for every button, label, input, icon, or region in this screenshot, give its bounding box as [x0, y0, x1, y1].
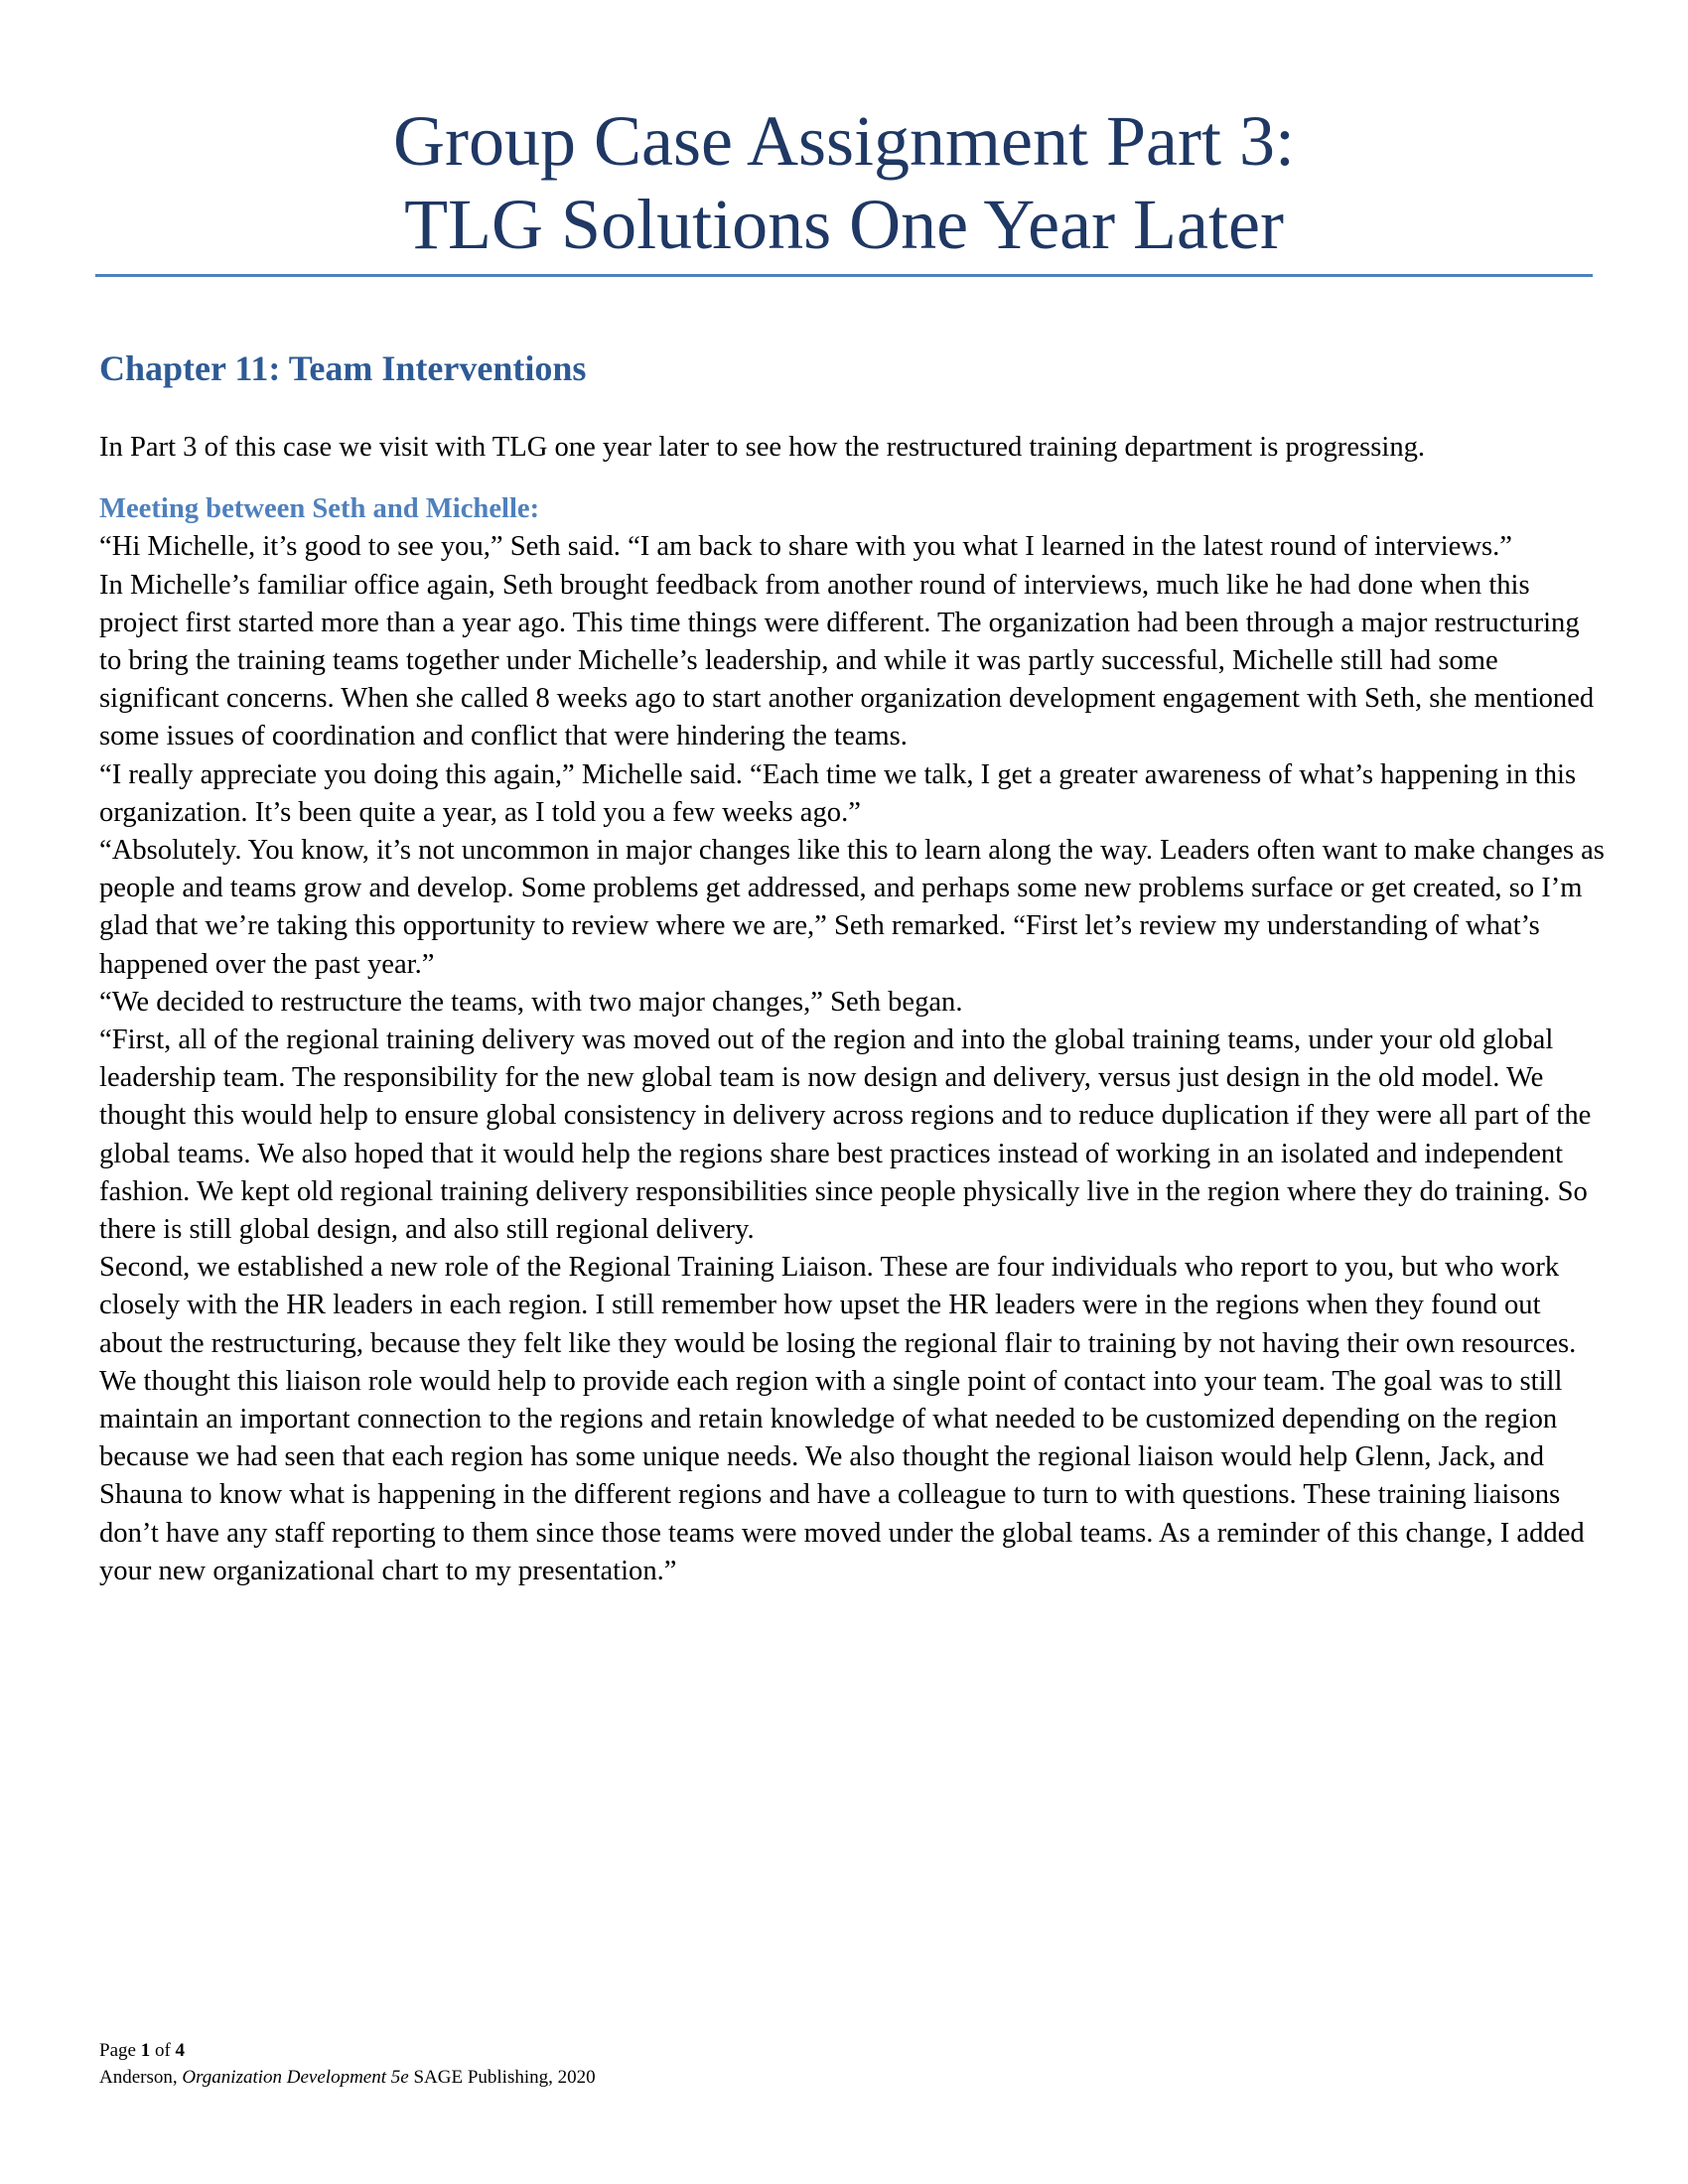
- title-line-1: Group Case Assignment Part 3:: [393, 101, 1295, 181]
- paragraph: Second, we established a new role of the Regional Training Liaison. These are four individuals who report to you, but who work closely with the HR leaders in each region. I still remember how upset the HR leaders were in the regions when they found out about the restructuring, because they felt like they would be losing the regional flair to training by not having their own resources. We thought this liaison role would help to provide each region with a single point of contact into your team. The goal was to still maintain an important connection to the regions and retain knowledge of what needed to be customized depending on the region because we had seen that each region has some unique needs. We also thought the regional liaison would help Glenn, Jack, and Shauna to know what is happening in the different regions and have a colleague to turn to with questions. These training liaisons don’t have any staff reporting to them since those teams were moved under the global teams. As a reminder of this change, I added your new organizational chart to my presentation.”: [99, 1252, 1585, 1586]
- chapter-heading: Chapter 11: Team Interventions: [99, 348, 587, 388]
- page-of: of: [150, 2040, 176, 2061]
- intro-paragraph: In Part 3 of this case we visit with TLG one year later to see how the restructured training department is progressing.: [99, 432, 1426, 463]
- citation-book-title: Organization Development 5e: [182, 2067, 409, 2088]
- citation: [99, 2064, 596, 2091]
- citation-author: Anderson,: [99, 2067, 183, 2088]
- section-heading: Meeting between Seth and Michelle:: [99, 493, 540, 525]
- page-number: 1: [140, 2040, 151, 2061]
- paragraph: In Michelle’s familiar office again, Seth brought feedback from another round of interviews, much like he had done when this project first started more than a year ago. This time things were different. The organization had been through a major restructuring to bring the training teams together under Michelle’s leadership, and while it was partly successful, Michelle still had some significant concerns. When she called 8 weeks ago to start another organization development engagement with Seth, she mentioned some issues of coordination and conflict that were hindering the teams.: [99, 569, 1595, 752]
- page-total: 4: [175, 2040, 186, 2061]
- paragraph: “First, all of the regional training delivery was moved out of the region and into the global training teams, under your old global leadership team. The responsibility for the new global team is now design and delivery, versus just design in the old model. We thought this would help to ensure global consistency in delivery across regions and to reduce duplication if they were all part of the global teams. We also hoped that it would help the regions share best practices instead of working in an isolated and independent fashion. We kept old regional training delivery responsibilities since people physically live in the region where they do training. So there is still global design, and also still regional delivery.: [99, 1024, 1592, 1246]
- document-body: [99, 429, 1609, 1590]
- page-footer: [99, 2037, 596, 2091]
- page-indicator: [99, 2037, 596, 2064]
- paragraph: “We decided to restructure the teams, with two major changes,” Seth began.: [99, 986, 963, 1018]
- title-line-2: TLG Solutions One Year Later: [404, 185, 1284, 264]
- title-divider: [95, 274, 1593, 277]
- paragraph: “Hi Michelle, it’s good to see you,” Seth said. “I am back to share with you what I learned in the latest round of interviews.”: [99, 531, 1512, 563]
- citation-publisher: SAGE Publishing, 2020: [408, 2067, 596, 2088]
- paragraph: “Absolutely. You know, it’s not uncommon in major changes like this to learn along the way. Leaders often want to make changes as people and teams grow and develop. Some problems get addressed, and perhaps some new problems surface or get created, so I’m glad that we’re taking this opportunity to review where we are,” Seth remarked. “First let’s review my understanding of what’s happened over the past year.”: [99, 835, 1605, 980]
- document-title: [95, 99, 1593, 266]
- page-prefix: Page: [99, 2040, 141, 2061]
- paragraph: “I really appreciate you doing this again,” Michelle said. “Each time we talk, I get a greater awareness of what’s happening in this organization. It’s been quite a year, as I told you a few weeks ago.”: [99, 758, 1577, 828]
